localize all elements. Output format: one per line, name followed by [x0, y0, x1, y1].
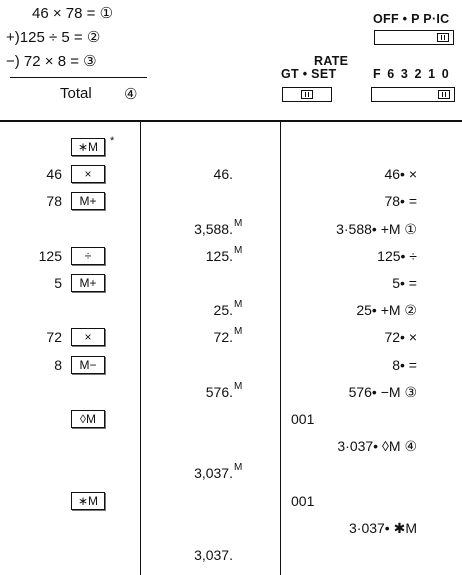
- printout-line: 46• ×: [384, 166, 417, 183]
- display-value: 3,588.: [194, 220, 233, 237]
- display-value: 3,037.: [194, 547, 233, 563]
- display-value: 125.: [205, 247, 233, 264]
- key-button[interactable]: ∗M: [71, 492, 105, 510]
- printout-line: 78• =: [384, 193, 417, 210]
- equation-2-prefix: +): [6, 29, 20, 46]
- power-switch-label: OFF • P P·IC: [373, 12, 450, 26]
- table-row: [0, 328, 462, 350]
- entry-value: 78: [46, 193, 62, 210]
- table-row: [0, 217, 462, 242]
- display-value: 25.: [213, 302, 233, 319]
- equation-2: [6, 28, 101, 46]
- table-row: [0, 192, 462, 214]
- printout-line: 3·037• ◊M ④: [337, 438, 417, 455]
- table-row: [0, 165, 462, 187]
- rate-label: RATE: [314, 54, 349, 68]
- printout-line: 001: [291, 492, 315, 509]
- display-value: 72.: [213, 329, 233, 346]
- key-button[interactable]: M−: [71, 356, 105, 374]
- printout-line: 8• =: [392, 356, 417, 373]
- table-row: [0, 492, 462, 514]
- equation-3: [6, 52, 97, 70]
- entry-value: 72: [46, 329, 62, 346]
- gt-set-label: GT • SET: [281, 67, 337, 81]
- printout-line: 3·037• ✱M: [349, 519, 417, 536]
- memory-indicator: M: [234, 244, 243, 256]
- table-row: [0, 380, 462, 405]
- equation-2-result: ②: [86, 29, 101, 46]
- entry-value: 125: [38, 247, 62, 264]
- table-top-rule: [0, 120, 462, 122]
- power-switch-knob[interactable]: [437, 33, 449, 42]
- memory-indicator: M: [234, 299, 243, 311]
- decimal-switch-knob[interactable]: [438, 90, 450, 99]
- equation-3-expr: 72 × 8 =: [19, 53, 79, 70]
- equation-1-result: ①: [99, 5, 114, 22]
- power-switch[interactable]: [374, 30, 454, 45]
- entry-value: 46: [46, 166, 62, 183]
- key-button[interactable]: M+: [71, 274, 105, 292]
- memory-indicator: M: [234, 462, 243, 474]
- key-button[interactable]: ÷: [71, 247, 105, 265]
- equation-1-expr: 46 × 78 =: [32, 5, 96, 22]
- printout-line: 3·588• +M ①: [336, 220, 417, 237]
- table-row: [0, 356, 462, 378]
- table-row: [0, 135, 462, 160]
- decimal-switch-label: F 6 3 2 1 0: [373, 67, 451, 81]
- table-row: [0, 519, 462, 541]
- key-button[interactable]: ◊M: [71, 410, 105, 428]
- equation-2-expr: 125 ÷ 5 =: [19, 29, 83, 46]
- table-row: [0, 464, 462, 486]
- display-value: 46.: [213, 166, 233, 183]
- table-row: [0, 546, 462, 568]
- gt-set-switch[interactable]: [282, 87, 332, 102]
- entry-value: 5: [54, 275, 62, 291]
- decimal-switch[interactable]: [371, 87, 455, 102]
- printout-line: 125• ÷: [377, 247, 417, 264]
- printout-line: 5• =: [392, 275, 417, 291]
- footnote-mark: *: [110, 135, 115, 147]
- printout-line: 72• ×: [384, 329, 417, 346]
- table-row: [0, 301, 462, 323]
- total-divider: [10, 77, 147, 78]
- table-row: [0, 244, 462, 269]
- printout-line: 001: [291, 411, 315, 427]
- printout-line: 576• −M ③: [348, 383, 417, 400]
- table-row: [0, 410, 462, 432]
- key-button[interactable]: M+: [71, 192, 105, 210]
- equation-1: [32, 4, 114, 22]
- key-button[interactable]: ×: [71, 328, 105, 346]
- total-label: Total: [60, 85, 92, 102]
- key-button[interactable]: ∗M: [71, 138, 105, 156]
- table-row: [0, 437, 462, 459]
- total-result: ④: [124, 86, 138, 103]
- equation-3-result: ③: [83, 53, 97, 70]
- memory-indicator: M: [234, 326, 243, 338]
- memory-indicator: M: [234, 217, 243, 229]
- table-row: [0, 274, 462, 296]
- display-value: 3,037.: [194, 465, 233, 482]
- key-button[interactable]: ×: [71, 165, 105, 183]
- equation-3-prefix: −): [6, 53, 20, 70]
- printout-line: 25• +M ②: [356, 302, 417, 319]
- entry-value: 8: [54, 356, 62, 373]
- gt-set-switch-knob[interactable]: [301, 90, 313, 99]
- display-value: 576.: [205, 383, 233, 400]
- memory-indicator: M: [234, 380, 243, 392]
